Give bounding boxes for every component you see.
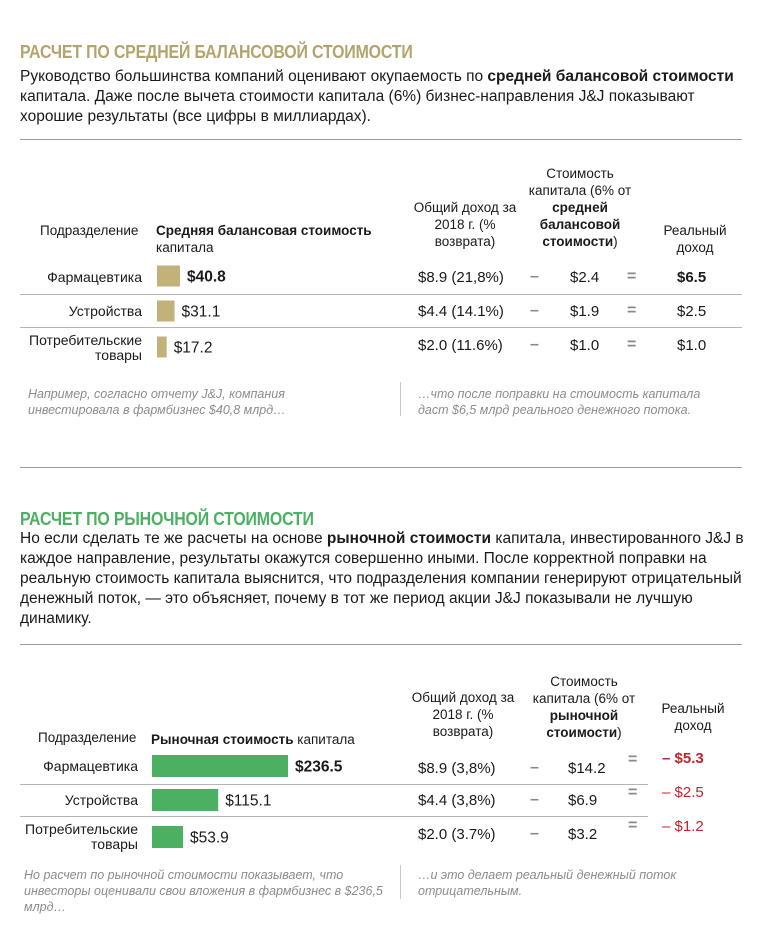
minus-sign: – [530, 825, 539, 842]
row-label-devices: Устройства [68, 303, 142, 319]
equals-sign: = [628, 784, 638, 801]
section1-note-right: …что после поправки на стоимость капитала даст $6,5 млрд реального денежного потока. [418, 387, 701, 417]
bar-value-label-2: $53.9 [189, 829, 229, 847]
minus-sign: – [530, 268, 539, 285]
bar-value-label-1: $115.1 [225, 792, 272, 810]
division-header: Подразделение [40, 223, 139, 238]
equals-sign: = [627, 302, 637, 319]
real-header: Реальный доход [661, 701, 725, 733]
minus-sign: – [530, 336, 539, 353]
minus-sign: – [530, 791, 539, 808]
real-pharma: – $5.3 [662, 750, 704, 767]
real-consumer: – $1.2 [662, 818, 704, 835]
section1-note-left: Например, согласно отчету J&J, компания инвестировала в фармбизнес $40,8 млрд… [28, 387, 286, 417]
bar-value-label-2: $17.2 [173, 339, 213, 357]
value-header: Средняя балансовая стоимость капитала [156, 223, 372, 255]
cost-devices: $1.9 [570, 303, 600, 320]
row-label-devices: Устройства [64, 792, 138, 808]
cost-devices: $6.9 [568, 792, 598, 809]
cost-consumer: $3.2 [568, 826, 598, 843]
equals-sign: = [628, 817, 638, 834]
row-label-consumer: Потребительские товары [25, 821, 138, 852]
division-header: Подразделение [38, 730, 137, 745]
section2-intro: Но если сделать те же расчеты на основе рыночной стоимости капитала, инвестированного J&J в каждое направление, результаты окажутся совершенно иными. После корректной поправки на реальную стоимость капитала выяснится, что подразделения компании генерируют отрицательный денежный поток, — это объясняет, почему в тот же период акции J&J показывали не лучшую динамику. [20, 530, 744, 627]
cost-consumer: $1.0 [570, 337, 600, 354]
bar-value-label-0: $236.5 [295, 758, 343, 776]
cost-pharma: $14.2 [568, 760, 606, 777]
section1-intro: Руководство большинства компаний оценивают окупаемость по средней балансовой стоимости капитала. Даже после вычета стоимости капитала (6%) бизнес-направления J&J показывают хорошие результаты (все цифры в миллиардах). [20, 68, 734, 125]
equals-sign: = [628, 751, 638, 768]
row-label-consumer: Потребительские товары [29, 332, 142, 363]
bar-value-label-1: $31.1 [181, 303, 221, 321]
real-consumer: $1.0 [677, 337, 707, 354]
section2-note-right: …и это делает реальный денежный поток отрицательным. [418, 868, 677, 898]
section2-note-left: Но расчет по рыночной стоимости показывает, что инвесторы оценивали свои вложения в фармбизнес в $236,5 млрд… [24, 868, 383, 914]
real-devices: $2.5 [677, 303, 707, 320]
income-header: Общий доход за 2018 г. (% возврата) [411, 690, 515, 739]
minus-sign: – [530, 759, 539, 776]
bar-1 [152, 789, 218, 811]
equals-sign: = [627, 268, 637, 285]
equals-sign: = [627, 336, 637, 353]
income-devices: $4.4 (3,8%) [418, 792, 496, 809]
income-consumer: $2.0 (3.7%) [418, 826, 496, 843]
income-pharma: $8.9 (21,8%) [418, 269, 504, 286]
note-separator [400, 865, 401, 899]
section2-title: РАСЧЕТ ПО РЫНОЧНОЙ СТОИМОСТИ [20, 508, 314, 529]
cost-header: Стоимость капитала (6% от рыночной стоимости) [532, 674, 636, 740]
real-devices: – $2.5 [662, 784, 704, 801]
value-header: Рыночная стоимость капитала [151, 732, 355, 747]
income-pharma: $8.9 (3,8%) [418, 760, 496, 777]
real-header: Реальный доход [663, 223, 727, 255]
cost-pharma: $2.4 [570, 269, 600, 286]
income-devices: $4.4 (14.1%) [418, 303, 504, 320]
income-consumer: $2.0 (11.6%) [418, 337, 503, 354]
minus-sign: – [530, 302, 539, 319]
income-header: Общий доход за 2018 г. (% возврата) [413, 200, 517, 249]
bar-2 [152, 826, 183, 848]
bar-0 [152, 755, 288, 777]
row-label-pharma: Фармацевтика [43, 758, 138, 774]
section1-title: РАСЧЕТ ПО СРЕДНЕЙ БАЛАНСОВОЙ СТОИМОСТИ [20, 41, 413, 62]
row-label-pharma: Фармацевтика [47, 269, 142, 285]
real-pharma: $6.5 [677, 269, 707, 286]
cost-header: Стоимость капитала (6% от средней балансовой стоимости) [528, 166, 632, 249]
bar-value-label-0: $40.8 [187, 268, 226, 286]
